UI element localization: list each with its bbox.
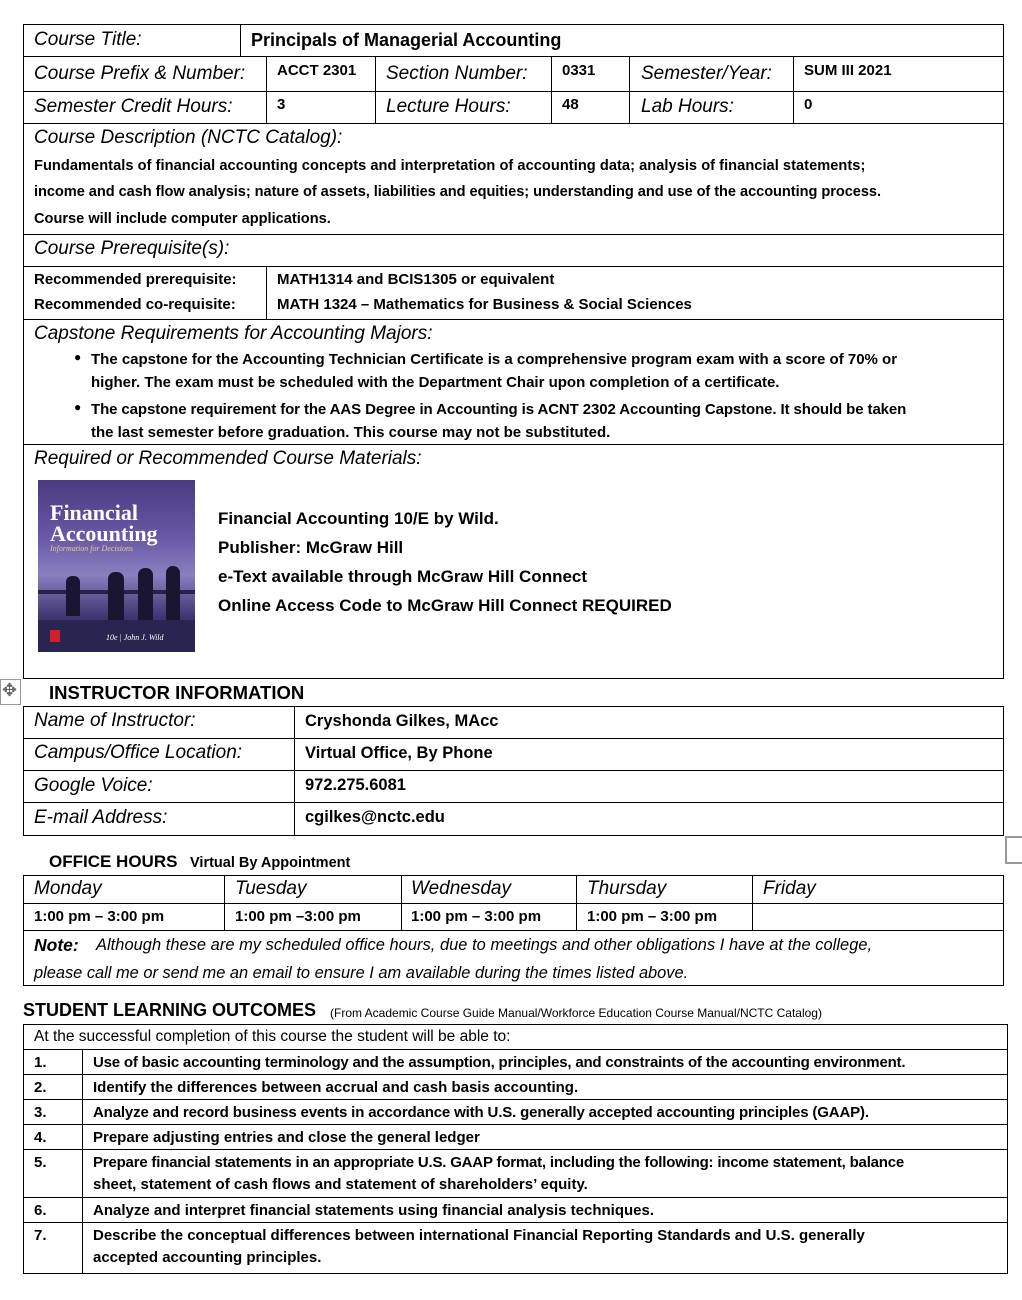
course-title-value-cell	[240, 24, 1004, 57]
outcome-number-cell	[23, 1197, 83, 1223]
instructor-name-label: Name of Instructor:	[34, 710, 196, 731]
material-line: Publisher: McGraw Hill	[218, 538, 404, 557]
book-cover-title: Financial Accounting	[50, 500, 158, 546]
instructor-value-cell	[294, 738, 1004, 771]
prerequisite-value: MATH1314 and BCIS1305 or equivalent	[277, 271, 555, 288]
office-hours-subtitle: Virtual By Appointment	[190, 855, 351, 871]
textbook-cover-image	[38, 480, 195, 652]
day-cell	[752, 875, 1004, 904]
outcome-text: accepted accounting principles.	[93, 1249, 322, 1266]
outcome-text: Prepare financial statements in an appropriate U.S. GAAP format, including the following: income statement, balance	[93, 1154, 905, 1171]
day-friday: Friday	[763, 878, 816, 899]
instructor-value-cell	[294, 770, 1004, 803]
outcome-text: Prepare adjusting entries and close the general ledger	[93, 1129, 480, 1146]
instructor-label-cell	[23, 802, 295, 836]
outcome-text-cell	[82, 1099, 1008, 1125]
outcomes-source: (From Academic Course Guide Manual/Workforce Education Course Manual/NCTC Catalog)	[330, 1006, 822, 1020]
lecture-label-cell	[375, 91, 552, 124]
outcome-number: 1.	[34, 1054, 47, 1071]
section-value-cell	[551, 56, 630, 92]
instructor-label-cell	[23, 770, 295, 803]
capstone-item-line: the last semester before graduation. This course may not be substituted.	[91, 424, 611, 441]
outcome-text: Identify the differences between accrual and cash basis accounting.	[93, 1079, 579, 1096]
prerequisite-label: Recommended prerequisite:	[34, 271, 237, 288]
day-thursday: Thursday	[587, 878, 667, 899]
outcome-number-cell	[23, 1222, 83, 1274]
time-cell	[224, 903, 402, 931]
credit-value-cell	[266, 91, 376, 124]
office-hours-title: OFFICE HOURS	[49, 852, 178, 871]
outcomes-title: STUDENT LEARNING OUTCOMES	[23, 1000, 317, 1020]
time-cell	[23, 903, 225, 931]
office-location-label: Campus/Office Location:	[34, 742, 243, 763]
course-title-label: Course Title:	[34, 29, 142, 50]
day-cell	[401, 875, 577, 904]
section-number-label: Section Number:	[386, 63, 528, 84]
prerequisite-values-cell	[266, 266, 1004, 320]
outcome-number-cell	[23, 1124, 83, 1150]
prefix-value-cell	[266, 56, 376, 92]
lab-label-cell	[629, 91, 794, 124]
section-number-value: 0331	[562, 62, 596, 79]
move-arrows-icon: ✥	[2, 680, 18, 700]
time-thursday: 1:00 pm – 3:00 pm	[587, 908, 718, 925]
semester-label-cell	[629, 56, 794, 92]
course-description-section	[23, 123, 1004, 235]
capstone-heading: Capstone Requirements for Accounting Majors:	[34, 323, 433, 344]
credit-hours-value: 3	[277, 96, 286, 113]
outcome-number-cell	[23, 1149, 83, 1198]
day-wednesday: Wednesday	[411, 878, 511, 899]
outcome-text: Analyze and interpret financial statements using financial analysis techniques.	[93, 1202, 654, 1219]
description-line: Course will include computer applications.	[34, 211, 331, 227]
outcome-number: 6.	[34, 1202, 47, 1219]
outcome-text-cell	[82, 1149, 1008, 1198]
prerequisites-heading-cell	[23, 234, 1004, 267]
time-wednesday: 1:00 pm – 3:00 pm	[411, 908, 542, 925]
lab-hours-value: 0	[804, 96, 813, 113]
time-cell	[576, 903, 753, 931]
google-voice-value[interactable]: 972.275.6081	[305, 776, 406, 794]
instructor-name-value: Cryshonda Gilkes, MAcc	[305, 712, 499, 730]
bullet-icon: ●	[74, 350, 82, 364]
book-cover-subtitle: Information for Decisions	[50, 544, 134, 553]
outcome-number: 5.	[34, 1154, 47, 1171]
note-line: Although these are my scheduled office hours, due to meetings and other obligations I have at the college,	[96, 936, 873, 954]
time-cell	[401, 903, 577, 931]
time-monday: 1:00 pm – 3:00 pm	[34, 908, 165, 925]
course-prefix-label: Course Prefix & Number:	[34, 63, 246, 84]
instructor-value-cell	[294, 706, 1004, 739]
semester-year-label: Semester/Year:	[641, 63, 772, 84]
instructor-value-cell	[294, 802, 1004, 836]
email-value[interactable]: cgilkes@nctc.edu	[305, 808, 445, 826]
prerequisites-heading: Course Prerequisite(s):	[34, 238, 230, 259]
outcome-text: Use of basic accounting terminology and the assumption, principles, and constraints of the accounting environment.	[93, 1054, 906, 1071]
credit-label-cell	[23, 91, 267, 124]
material-line: e-Text available through McGraw Hill Connect	[218, 567, 588, 586]
outcomes-intro: At the successful completion of this course the student will be able to:	[34, 1028, 511, 1045]
outcome-number: 2.	[34, 1079, 47, 1096]
description-line: Fundamentals of financial accounting concepts and interpretation of accounting data; analysis of financial statements;	[34, 158, 866, 174]
outcome-text: Analyze and record business events in accordance with U.S. generally accepted accounting principles (GAAP).	[93, 1104, 869, 1121]
note-label: Note:	[34, 935, 79, 955]
credit-hours-label: Semester Credit Hours:	[34, 96, 233, 117]
outcome-text-cell	[82, 1074, 1008, 1100]
material-line: Financial Accounting 10/E by Wild.	[218, 509, 499, 528]
description-line: income and cash flow analysis; nature of assets, liabilities and equities; understanding and use of the accounting process.	[34, 184, 881, 200]
outcome-text: sheet, statement of cash flows and statement of shareholders’ equity.	[93, 1176, 588, 1193]
book-cover-edition: 10e | John J. Wild	[106, 633, 164, 642]
bullet-icon: ●	[74, 400, 82, 414]
lecture-hours-value: 48	[562, 96, 579, 113]
prerequisite-labels-cell	[23, 266, 267, 320]
semester-year-value: SUM III 2021	[804, 62, 892, 79]
outcome-number-cell	[23, 1099, 83, 1125]
outcome-text-cell	[82, 1197, 1008, 1223]
section-label-cell	[375, 56, 552, 92]
outcomes-intro-cell	[23, 1024, 1008, 1050]
outcome-number-cell	[23, 1074, 83, 1100]
time-cell	[752, 903, 1004, 931]
outcome-text-cell	[82, 1124, 1008, 1150]
capstone-item-line: The capstone requirement for the AAS Degree in Accounting is ACNT 2302 Accounting Capstone. It should be taken	[91, 401, 907, 418]
capstone-item-line: The capstone for the Accounting Technician Certificate is a comprehensive program exam with a score of 70% or	[91, 351, 898, 368]
day-monday: Monday	[34, 878, 102, 899]
course-title-value: Principals of Managerial Accounting	[251, 30, 562, 50]
course-description-heading: Course Description (NCTC Catalog):	[34, 127, 343, 148]
course-prefix-value: ACCT 2301	[277, 62, 357, 79]
office-hours-note	[23, 930, 1004, 986]
prefix-label-cell	[23, 56, 267, 92]
instructor-label-cell	[23, 706, 295, 739]
lecture-value-cell	[551, 91, 630, 124]
day-cell	[576, 875, 753, 904]
lab-value-cell	[793, 91, 1004, 124]
google-voice-label: Google Voice:	[34, 775, 153, 796]
instructor-label-cell	[23, 738, 295, 771]
lab-hours-label: Lab Hours:	[641, 96, 734, 117]
course-title-label-cell	[23, 24, 241, 57]
capstone-item-line: higher. The exam must be scheduled with the Department Chair upon completion of a certificate.	[91, 374, 780, 391]
outcome-text-cell	[82, 1049, 1008, 1075]
publisher-logo-icon	[50, 630, 60, 642]
outcome-text: Describe the conceptual differences between international Financial Reporting Standards and U.S. generally	[93, 1227, 865, 1244]
semester-value-cell	[793, 56, 1004, 92]
time-tuesday: 1:00 pm –3:00 pm	[235, 908, 361, 925]
corequisite-label: Recommended co-requisite:	[34, 296, 236, 313]
outcome-number-cell	[23, 1049, 83, 1075]
instructor-heading: INSTRUCTOR INFORMATION	[49, 682, 305, 703]
office-location-value: Virtual Office, By Phone	[305, 744, 493, 762]
lecture-hours-label: Lecture Hours:	[386, 96, 511, 117]
day-cell	[23, 875, 225, 904]
material-line: Online Access Code to McGraw Hill Connect REQUIRED	[218, 596, 672, 615]
day-cell	[224, 875, 402, 904]
outcome-text-cell	[82, 1222, 1008, 1274]
email-label: E-mail Address:	[34, 807, 168, 828]
day-tuesday: Tuesday	[235, 878, 307, 899]
outcome-number: 4.	[34, 1129, 47, 1146]
outcome-number: 3.	[34, 1104, 47, 1121]
table-resize-handle[interactable]	[1005, 836, 1022, 864]
corequisite-value: MATH 1324 – Mathematics for Business & Social Sciences	[277, 296, 692, 313]
outcome-number: 7.	[34, 1227, 47, 1244]
capstone-section	[23, 319, 1004, 445]
materials-heading: Required or Recommended Course Materials:	[34, 448, 422, 469]
table-move-handle[interactable]	[0, 679, 21, 705]
note-line: please call me or send me an email to ensure I am available during the times listed above.	[34, 964, 689, 982]
